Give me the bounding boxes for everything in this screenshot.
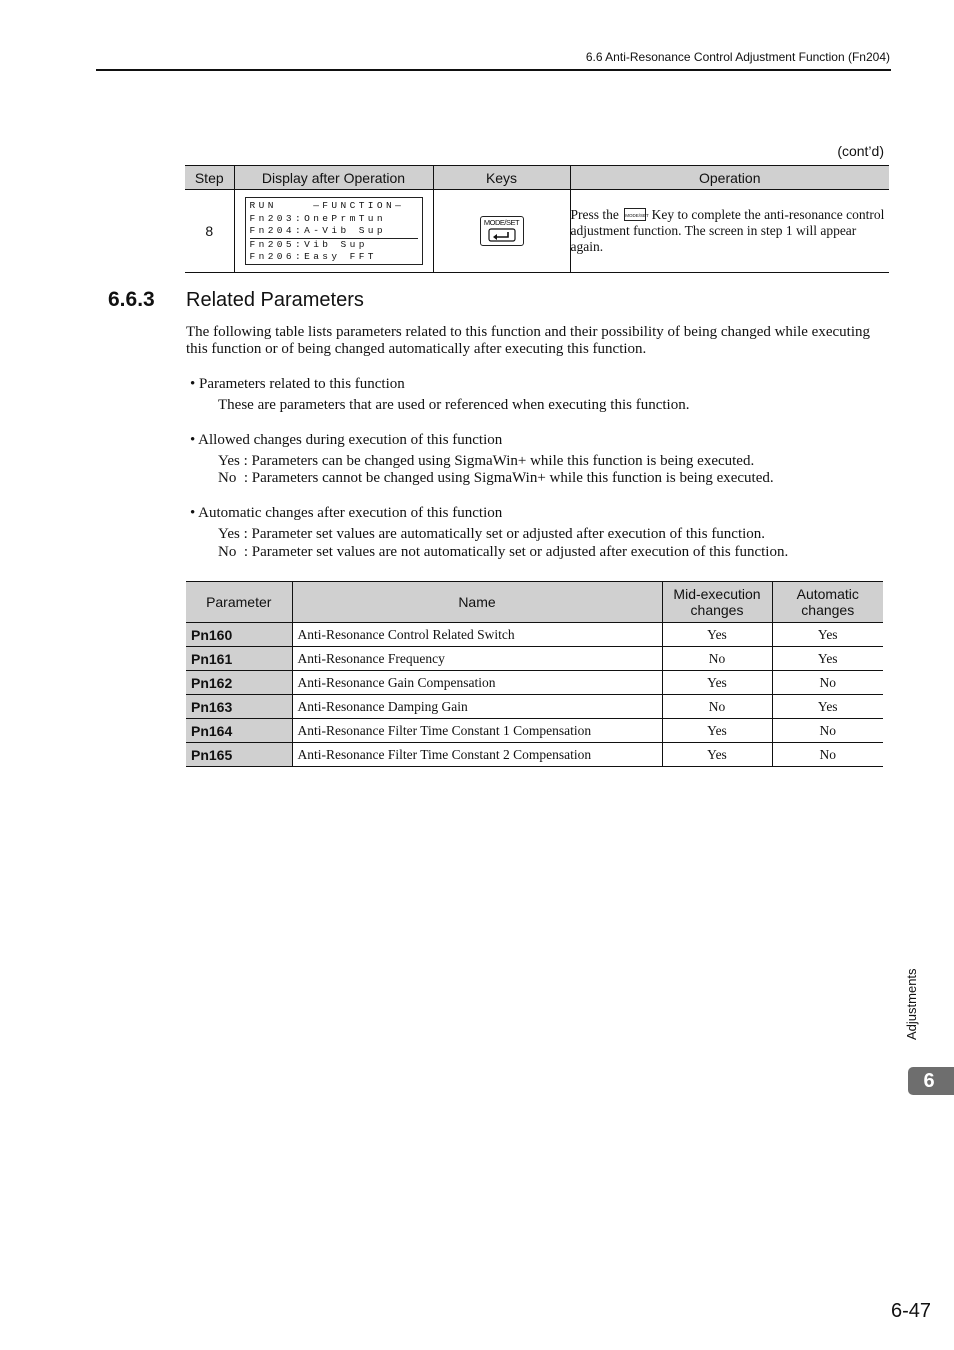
chapter-side-label: Adjustments bbox=[904, 968, 919, 1040]
automatic-value: No bbox=[772, 671, 883, 695]
param-id: Pn160 bbox=[186, 623, 292, 647]
col-keys: Keys bbox=[433, 166, 570, 190]
param-id: Pn161 bbox=[186, 647, 292, 671]
automatic-value: Yes bbox=[772, 623, 883, 647]
table-row bbox=[186, 743, 883, 767]
step-table bbox=[185, 165, 889, 273]
mid-execution-value: No bbox=[662, 647, 772, 671]
col-parameter: Parameter bbox=[186, 582, 292, 623]
bullet-heading: • Parameters related to this function bbox=[190, 376, 405, 392]
col-operation: Operation bbox=[570, 166, 889, 190]
table-row bbox=[186, 647, 883, 671]
parameters-table bbox=[186, 581, 883, 767]
param-name: Anti-Resonance Gain Compensation bbox=[292, 671, 662, 695]
step-number: 8 bbox=[185, 190, 234, 273]
table-row bbox=[186, 695, 883, 719]
automatic-value: No bbox=[772, 743, 883, 767]
lcd-line: Fn206:Easy FFT bbox=[249, 251, 377, 263]
mode-set-key-label: MODE/SET bbox=[483, 218, 520, 227]
bullet-heading: • Automatic changes after execution of this function bbox=[190, 505, 503, 521]
chapter-tab: 6 bbox=[908, 1067, 954, 1095]
intro-paragraph: The following table lists parameters related to this function and their possibility of being changed while executing this function or of being changed automatically after executing this function. bbox=[186, 324, 870, 357]
param-id: Pn164 bbox=[186, 719, 292, 743]
automatic-value: Yes bbox=[772, 647, 883, 671]
step-table-header bbox=[185, 166, 889, 190]
mini-key-label: MODE/SET bbox=[625, 213, 649, 218]
param-name: Anti-Resonance Filter Time Constant 1 Compensation bbox=[292, 719, 662, 743]
param-id: Pn162 bbox=[186, 671, 292, 695]
section-title: Related Parameters bbox=[186, 289, 364, 311]
mid-execution-value: Yes bbox=[662, 671, 772, 695]
bullet-text: Yes : Parameters can be changed using SigmaWin+ while this function is being executed. bbox=[218, 453, 755, 469]
col-display: Display after Operation bbox=[234, 166, 433, 190]
operation-suffix: Key to complete the anti-resonance control adjustment function. The screen in step 1 will appear again. bbox=[570, 207, 885, 254]
mode-set-key bbox=[480, 216, 524, 246]
mid-execution-value: No bbox=[662, 695, 772, 719]
col-mid-execution: Mid-execution changes bbox=[662, 582, 772, 623]
section-number: 6.6.3 bbox=[108, 288, 155, 311]
col-automatic: Automatic changes bbox=[772, 582, 883, 623]
operation-prefix: Press the bbox=[570, 207, 619, 222]
continued-label: (cont’d) bbox=[837, 143, 884, 159]
mid-execution-value: Yes bbox=[662, 719, 772, 743]
display-cell bbox=[234, 190, 433, 273]
header-rule bbox=[96, 69, 891, 71]
automatic-value: Yes bbox=[772, 695, 883, 719]
mode-set-key-icon bbox=[624, 208, 649, 221]
mid-execution-value: Yes bbox=[662, 743, 772, 767]
bullet-text: Yes : Parameter set values are automatically set or adjusted after execution of this function. bbox=[218, 526, 766, 542]
param-name: Anti-Resonance Damping Gain bbox=[292, 695, 662, 719]
automatic-value: No bbox=[772, 719, 883, 743]
table-row bbox=[186, 671, 883, 695]
table-row bbox=[186, 719, 883, 743]
table-row bbox=[185, 190, 889, 273]
bullet-heading: • Allowed changes during execution of this function bbox=[190, 432, 503, 448]
operation-cell bbox=[570, 190, 889, 273]
lcd-line: RUN —FUNCTION— bbox=[249, 200, 405, 211]
table-row bbox=[186, 623, 883, 647]
param-name: Anti-Resonance Frequency bbox=[292, 647, 662, 671]
bullet-text: These are parameters that are used or referenced when executing this function. bbox=[218, 397, 690, 413]
lcd-line: Fn205:Vib Sup bbox=[249, 238, 368, 250]
lcd-line: Fn203:OnePrmTun bbox=[249, 212, 387, 224]
bullet-text: No : Parameter set values are not automatically set or adjusted after execution of this function. bbox=[218, 544, 789, 560]
lcd-display bbox=[245, 197, 423, 265]
page-number: 6-47 bbox=[890, 1300, 931, 1322]
param-id: Pn163 bbox=[186, 695, 292, 719]
param-id: Pn165 bbox=[186, 743, 292, 767]
mid-execution-value: Yes bbox=[662, 623, 772, 647]
col-name: Name bbox=[292, 582, 662, 623]
param-name: Anti-Resonance Filter Time Constant 2 Compensation bbox=[292, 743, 662, 767]
enter-arrow-icon bbox=[488, 228, 516, 242]
running-header: 6.6 Anti-Resonance Control Adjustment Function (Fn204) bbox=[585, 50, 890, 64]
bullet-text: No : Parameters cannot be changed using SigmaWin+ while this function is being executed. bbox=[218, 470, 774, 486]
param-name: Anti-Resonance Control Related Switch bbox=[292, 623, 662, 647]
parameters-table-header bbox=[186, 582, 883, 623]
col-step: Step bbox=[185, 166, 234, 190]
lcd-line-selected: Fn204:A-Vib Sup bbox=[250, 225, 418, 239]
keys-cell bbox=[433, 190, 570, 273]
